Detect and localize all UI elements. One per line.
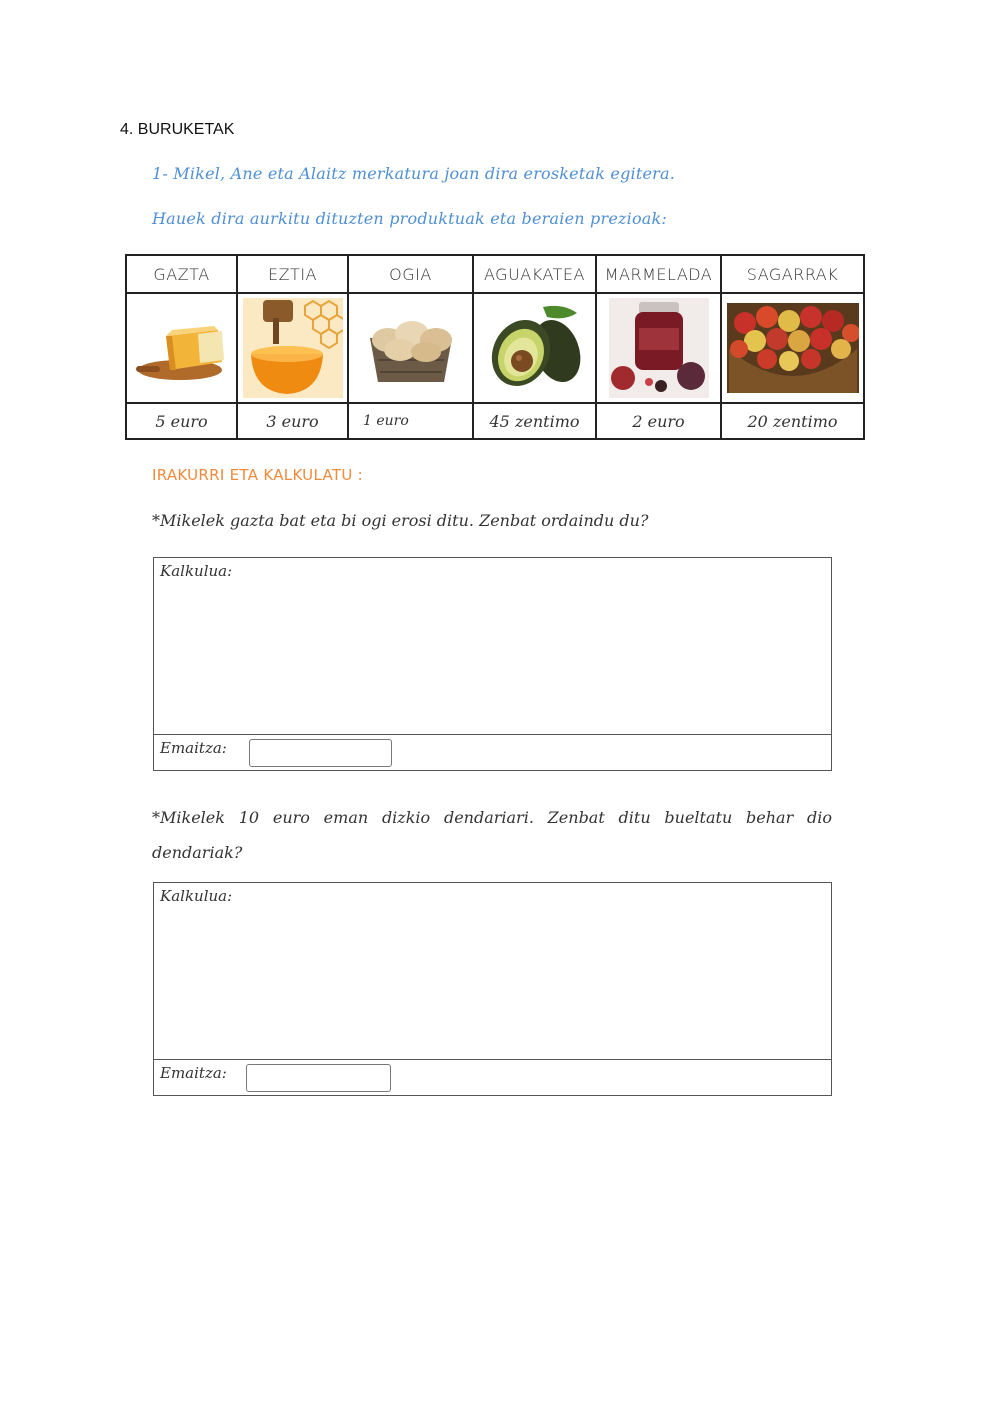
calculation-area-2[interactable] bbox=[154, 883, 831, 1060]
avocado-image bbox=[485, 303, 585, 393]
product-image-apples-cell bbox=[721, 293, 864, 403]
intro-line-1: 1- Mikel, Ane eta Alaitz merkatura joan dira erosketak egitera. bbox=[152, 164, 675, 183]
product-image-honey-cell bbox=[237, 293, 348, 403]
product-price-avocado: 45 zentimo bbox=[473, 403, 596, 439]
cheese-image bbox=[132, 300, 232, 396]
product-price-apples: 20 zentimo bbox=[721, 403, 864, 439]
product-name-honey: EZTIA bbox=[237, 255, 348, 293]
answer-input-1[interactable] bbox=[249, 739, 392, 767]
calculation-box-2 bbox=[153, 882, 832, 1096]
product-name-apples: SAGARRAK bbox=[721, 255, 864, 293]
question-2: *Mikelek 10 euro eman dizkio dendariari. Zenbat ditu bueltatu behar dio dendariak? bbox=[152, 808, 832, 862]
intro-line-2: Hauek dira aurkitu dituzten produktuak eta beraien prezioak: bbox=[152, 209, 667, 228]
product-name-cheese: GAZTA bbox=[126, 255, 237, 293]
calculation-box-1 bbox=[153, 557, 832, 771]
product-name-jam: MARMELADA bbox=[596, 255, 721, 293]
bread-image bbox=[356, 308, 466, 388]
product-image-jam-cell bbox=[596, 293, 721, 403]
product-image-avocado-cell bbox=[473, 293, 596, 403]
product-name-avocado: AGUAKATEA bbox=[473, 255, 596, 293]
product-image-bread-cell bbox=[348, 293, 473, 403]
answer-input-2[interactable] bbox=[246, 1064, 391, 1092]
result-row-2 bbox=[154, 1060, 831, 1095]
calculation-label: Kalkulua: bbox=[160, 887, 233, 905]
product-image-cheese-cell bbox=[126, 293, 237, 403]
product-name-bread: OGIA bbox=[348, 255, 473, 293]
apples-image bbox=[727, 303, 859, 393]
calculation-label: Kalkulua: bbox=[160, 562, 233, 580]
product-price-jam: 2 euro bbox=[596, 403, 721, 439]
product-price-bread: 1 euro bbox=[348, 403, 473, 439]
result-row-1 bbox=[154, 735, 831, 770]
section-title: 4. BURUKETAK bbox=[120, 121, 235, 138]
product-price-cheese: 5 euro bbox=[126, 403, 237, 439]
result-label: Emaitza: bbox=[160, 1064, 227, 1082]
result-label: Emaitza: bbox=[160, 739, 227, 757]
honey-image bbox=[243, 298, 343, 398]
calculation-area-1[interactable] bbox=[154, 558, 831, 735]
jam-image bbox=[609, 298, 709, 398]
product-price-honey: 3 euro bbox=[237, 403, 348, 439]
read-and-calculate-heading: IRAKURRI ETA KALKULATU : bbox=[152, 466, 364, 484]
question-1: *Mikelek gazta bat eta bi ogi erosi ditu. Zenbat ordaindu du? bbox=[152, 511, 649, 530]
products-table bbox=[125, 254, 865, 440]
